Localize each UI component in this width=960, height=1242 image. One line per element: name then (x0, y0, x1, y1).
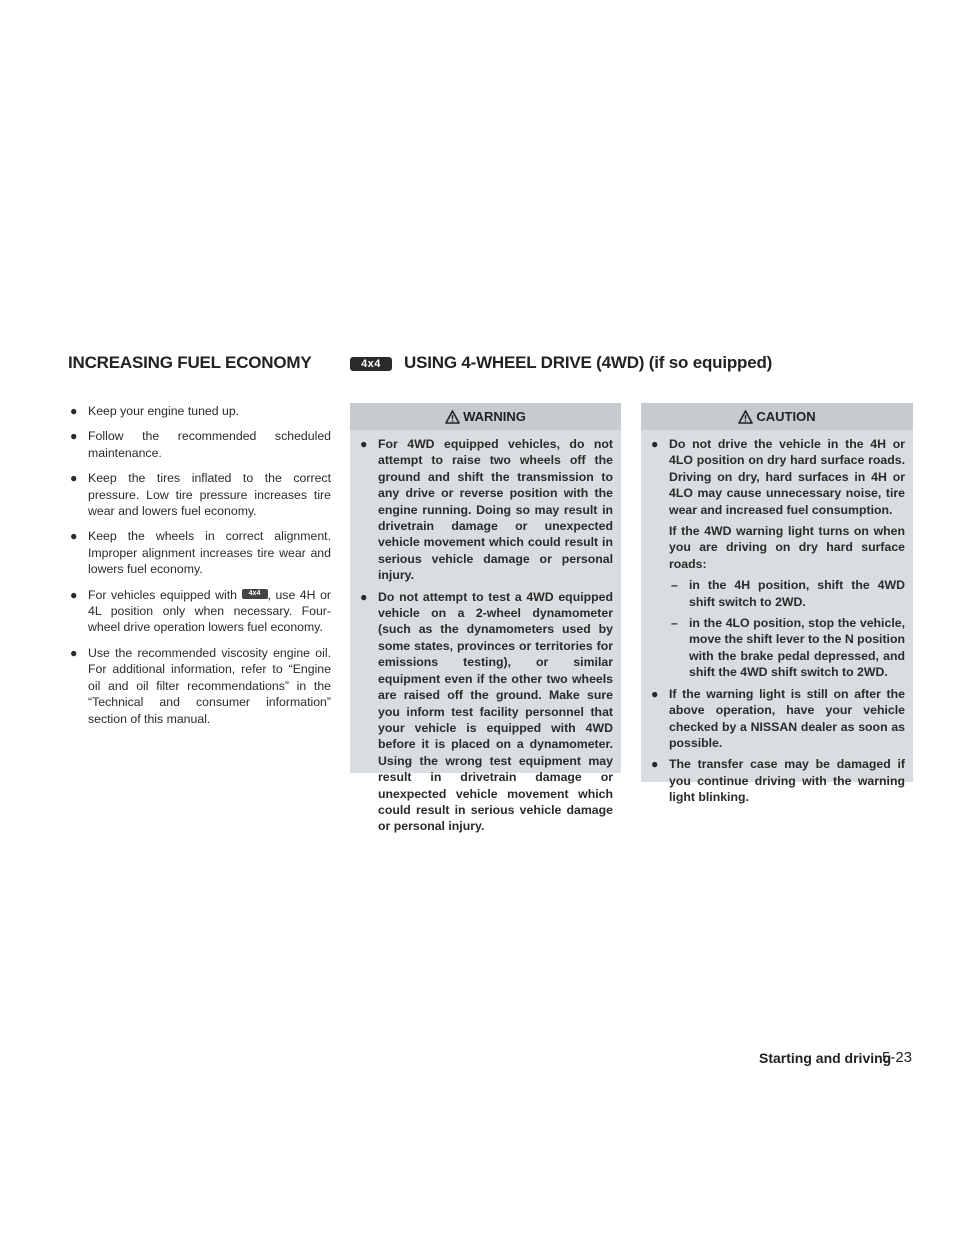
caution-box (641, 403, 913, 805)
page-number: 5-23 (882, 1049, 913, 1066)
list-item (358, 589, 613, 835)
list-item-text: Follow the recommended scheduled maintenance. (88, 429, 331, 460)
bullet: ● (70, 529, 78, 544)
list-item (358, 436, 613, 584)
warning-triangle-icon (445, 410, 460, 424)
list-item (68, 528, 331, 577)
4x4-badge-icon: 4x4 (350, 357, 392, 371)
caution-paragraph: If the 4WD warning light turns on when you are driving on dry hard surface roads: (669, 524, 905, 571)
warning-box (350, 403, 621, 834)
list-item-text: Keep the wheels in correct alignment. Improper alignment increases tire wear and lowers fuel economy. (88, 529, 331, 577)
bullet: ● (70, 587, 78, 602)
dash-item-text: in the 4H position, shift the 4WD shift switch to 2WD. (689, 578, 905, 609)
list-item (68, 403, 331, 419)
bullet: ● (70, 471, 78, 486)
dash-item (671, 577, 905, 610)
list-item (68, 587, 331, 636)
list-item (68, 645, 331, 727)
bullet: ● (360, 589, 368, 604)
dash-item-text: in the 4LO position, stop the vehicle, move the shift lever to the N position with the brake pedal depressed, and shift the 4WD shift switch to 2WD. (689, 616, 905, 680)
list-item-text: Keep the tires inflated to the correct pressure. Low tire pressure increases tire wear and lowers fuel economy. (88, 471, 331, 519)
list-item-text: Keep your engine tuned up. (88, 404, 240, 418)
footer-section-label: Starting and driving (759, 1050, 892, 1066)
list-item-text: Do not attempt to test a 4WD equipped vehicle on a 2-wheel dynamometer (such as the dynamometers used by some states, provinces or territories for emissions testing), or similar equipment even if the other two wheels are raised off the ground. Make sure you inform test facility personnel that your vehicle is equipped with 4WD before it is placed on a dynamometer. Using the wrong test equipment may result in drivetrain damage or unexpected vehicle movement which could result in serious vehicle damage or personal injury. (378, 589, 613, 834)
bullet: ● (70, 404, 78, 418)
list-item-text: For 4WD equipped vehicles, do not attempt to raise two wheels off the ground and shift the transmission to any drive or reverse position with the engine running. Doing so may result in drivetrain damage or unexpected vehicle movement which could result in serious vehicle damage or personal injury. (378, 437, 613, 583)
list-item (68, 470, 331, 519)
list-item-text: Use the recommended viscosity engine oil. For additional information, refer to “Engine oil and oil filter recommendations” in the “Technical and consumer information” section of this manual. (88, 645, 331, 726)
list-item (649, 756, 905, 805)
section-heading-4wd-text: USING 4-WHEEL DRIVE (4WD) (if so equipped) (404, 353, 773, 372)
list-item-text: The transfer case may be damaged if you continue driving with the warning light blinking. (669, 757, 905, 805)
bullet: ● (651, 437, 659, 451)
list-item (649, 686, 905, 752)
bullet: ● (70, 645, 78, 660)
bullet: ● (651, 686, 659, 701)
warning-title (350, 403, 621, 430)
list-item-text: For vehicles equipped with (88, 587, 237, 602)
caution-title-text: CAUTION (756, 409, 816, 424)
bullet: ● (651, 757, 659, 772)
fuel-economy-tips (68, 403, 331, 736)
list-item-text: , use 4H or 4L position only when necessary. Four-wheel drive operation lowers fuel economy. (88, 587, 332, 635)
bullet: ● (70, 429, 78, 444)
caution-title (641, 403, 913, 430)
dash-mark: – (671, 616, 678, 631)
list-item-text: Do not drive the vehicle in the 4H or 4LO position on dry hard surface roads. Driving on dry, hard surfaces in 4H or 4LO may cause unnecessary noise, tire wear and increased fuel consumption. (669, 437, 905, 517)
bullet: ● (360, 437, 368, 451)
section-heading-fuel-economy: INCREASING FUEL ECONOMY (68, 353, 312, 372)
list-item (68, 428, 331, 461)
warning-title-text: WARNING (463, 409, 526, 424)
list-item-text: If the warning light is still on after the above operation, have your vehicle checked by a NISSAN dealer as soon as possible. (669, 686, 905, 750)
list-item (649, 436, 905, 518)
section-heading-4wd (350, 353, 772, 372)
dash-item (671, 615, 905, 681)
warning-triangle-icon (738, 410, 753, 424)
4x4-inline-icon: 4x4 (242, 589, 268, 599)
dash-mark: – (671, 578, 678, 593)
